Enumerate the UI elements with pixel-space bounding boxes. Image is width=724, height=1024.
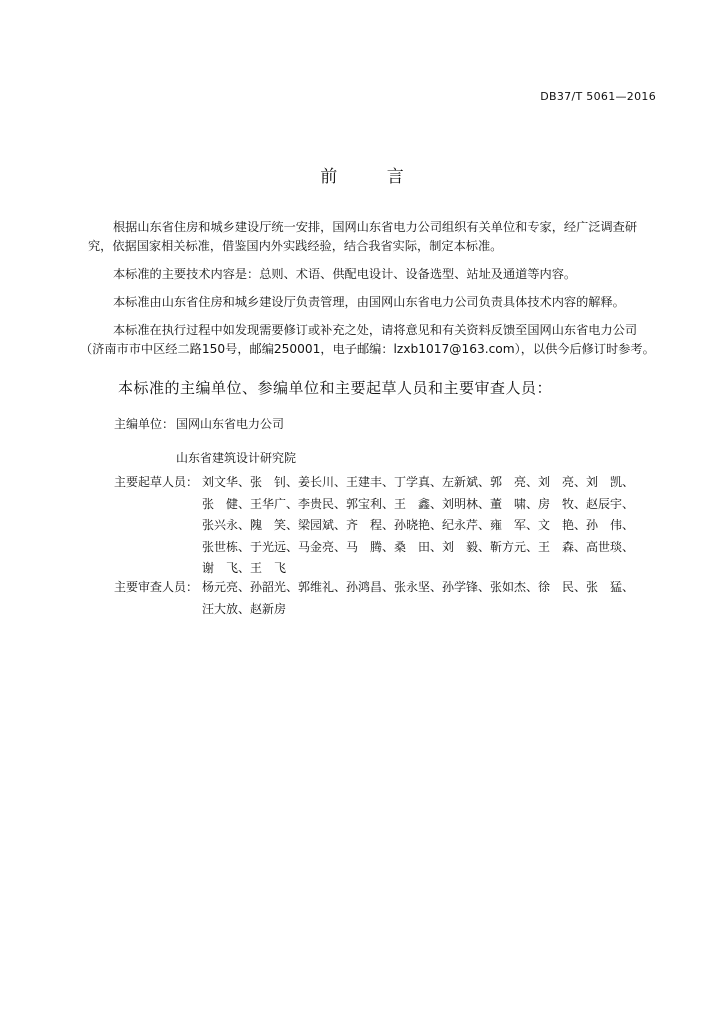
reviewers-section [114,577,674,620]
paragraph-1-line-2: 究，依据国家相关标准，借鉴国内外实践经验，结合我省实际，制定本标准。 [88,239,503,253]
reviewers-line: 杨元亮、孙韶光、郭维礼、孙鸿昌、张永坚、孙学锋、张如杰、徐 民、张 猛、 [202,580,635,594]
reviewers-label: 主要审查人员： [114,580,199,594]
chief-units-section [114,414,674,469]
chief-units-spacer [114,448,176,470]
drafters-line: 谢 飞、王 飞 [202,561,287,575]
drafters-section [114,472,674,580]
chief-units-row [114,414,674,436]
page-title: 前 言 [320,167,426,187]
drafters-line: 张兴永、隗 笑、梁园斌、齐 程、孙晓艳、纪永芹、雍 军、文 艳、孙 伟、 [202,518,635,532]
paragraph-3: 本标准由山东省住房和城乡建设厅负责管理，由国网山东省电力公司负责具体技术内容的解释。 [113,295,625,309]
paragraph-1-line-1: 根据山东省住房和城乡建设厅统一安排，国网山东省电力公司组织有关单位和专家，经广泛调查研 [113,220,638,234]
paragraph-4 [80,321,658,359]
paragraph-4-line-2: （济南市市中区经二路150号，邮编250001，电子邮编：lzxb1017@163.com），以供今后修订时参考。 [80,342,655,356]
paragraph-2: 本标准的主要技术内容是：总则、术语、供配电设计、设备选型、站址及通道等内容。 [113,267,577,281]
drafters-names [202,472,674,580]
reviewers-names [202,577,674,620]
paragraph-4-line-1: 本标准在执行过程中如发现需要修订或补充之处，请将意见和有关资料反馈至国网山东省电力公司 [113,323,638,337]
foreword-body [80,218,658,368]
paragraph-1 [88,218,658,256]
chief-unit-2: 山东省建筑设计研究院 [176,450,297,465]
section-heading: 本标准的主编单位、参编单位和主要起草人员和主要审查人员： [118,379,553,397]
chief-units-row-2 [114,448,674,470]
reviewers-row [114,577,674,620]
chief-units-label: 主编单位： [114,417,175,431]
chief-unit-1: 国网山东省电力公司 [176,417,285,431]
drafters-line: 刘文华、张 钊、姜长川、王建丰、丁学真、左新斌、郭 亮、刘 亮、刘 凯、 [202,475,635,489]
drafters-row [114,472,674,580]
drafters-line: 张世栋、于光远、马金亮、马 腾、桑 田、刘 毅、靳方元、王 森、高世琰、 [202,539,635,554]
drafters-line: 张 健、王华广、李贵民、郭宝利、王 鑫、刘明林、董 啸、房 牧、赵辰宇、 [202,496,635,511]
drafters-label: 主要起草人员： [114,475,199,489]
reviewers-line: 汪大放、赵新房 [202,601,287,616]
standard-code: DB37/T 5061—2016 [540,90,656,103]
